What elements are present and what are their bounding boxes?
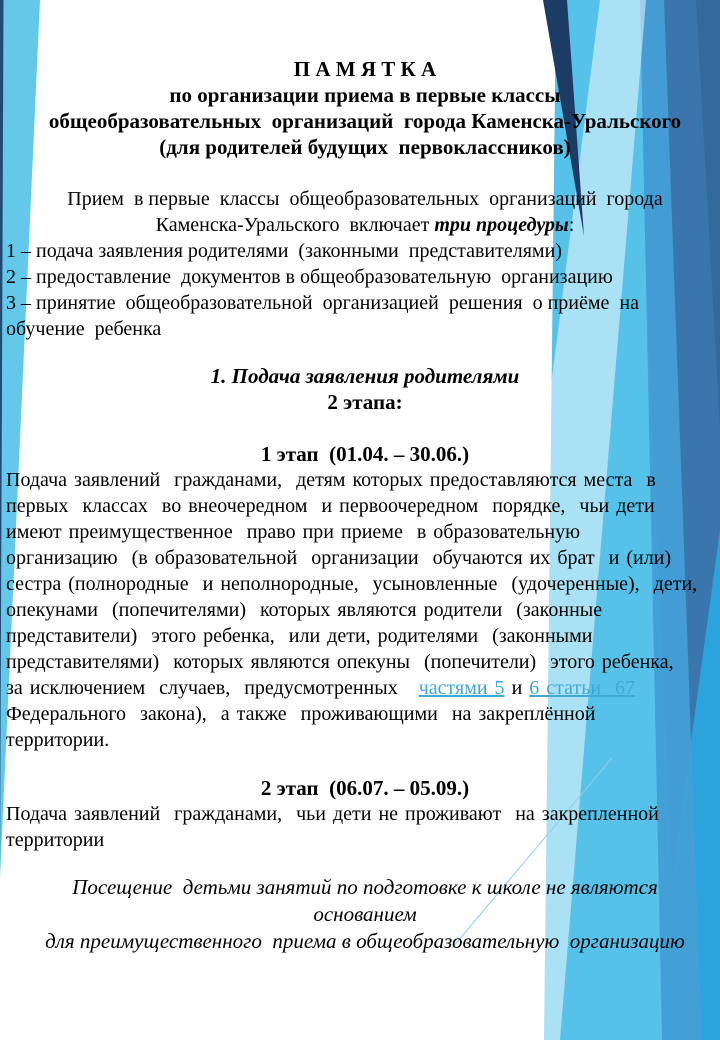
stage1-text-line: территории. [6,729,110,751]
title-line: (для родителей будущих первоклассников) [159,135,571,159]
stage1-heading-text: 1 этап (01.04. – 30.06.) [260,442,470,466]
stage1-text-line: Федерального закона), а также проживающими на закреплённой [6,703,596,725]
stage1-text-line: имеют преимущественное право при приеме в образовательную [6,521,581,543]
stage2-heading [6,775,712,801]
stage1-lines-before-links [6,467,712,675]
three-procedures-emphasis: три процедуры [434,214,569,236]
procedures-list [6,238,712,342]
stage1-link-line [6,675,712,701]
stage1-text-line: опекунами (попечителями) которых являются родители (законные [6,599,603,621]
section1-heading-stages: 2 этапа: [327,390,403,414]
stage1-text-line: Подача заявлений гражданами, детям которых предоставляются места в [6,469,656,491]
section1-heading [6,363,712,415]
title-line: общеобразовательных организаций города Каменска-Уральского [48,109,682,133]
stage2-paragraph [6,801,712,853]
intro-paragraph [6,186,712,342]
memo-title [6,56,712,160]
footer-note-line: основанием [313,902,417,926]
procedure-item: 1 – подача заявления родителями (законными представителями) [6,240,562,262]
title-line: П А М Я Т К А [293,57,437,81]
footer-note-line: Посещение детьми занятий по подготовке к школе не являются [72,875,658,899]
stage1-text-line: представители) этого ребенка, или дети, родителями (законными [6,625,593,647]
procedure-item: 3 – принятие общеобразовательной организацией решения о приёме на [6,292,639,314]
link-line-conjunction: и [504,677,530,699]
footer-note-line: для преимущественного приема в общеобразовательную организацию [45,929,685,953]
stage2-text-line: Подача заявлений гражданами, чьи дети не проживают на закрепленной [6,803,659,825]
procedure-item: обучение ребенка [6,318,162,340]
stage1-text-line: организацию (в образовательной организации обучаются их брат и (или) [6,547,672,569]
intro-line-1: Прием в первые классы общеобразовательных организаций города [67,188,663,210]
title-line: по организации приема в первые классы [169,83,561,107]
stage1-text-line: сестра (полнородные и неполнородные, усыновленные (удочеренные), дети, [6,573,698,595]
intro-line-2 [6,212,712,238]
link-line-prefix: за исключением случаев, предусмотренных [6,677,419,699]
intro-line-2-colon: : [568,214,575,236]
footer-note [6,874,712,955]
stage1-text-line: представителями) которых являются опекуны (попечители) этого ребенка, [6,651,674,673]
stage2-text-line: территории [6,829,105,851]
stage1-lines-after-links [6,701,712,753]
procedure-item: 2 – предоставление документов в общеобразовательную организацию [6,266,613,288]
link-part-6-article-67[interactable]: 6 статьи 67 [529,677,636,699]
link-part-5[interactable]: частями 5 [418,677,505,699]
stage2-heading-text: 2 этап (06.07. – 05.09.) [260,776,470,800]
intro-line-2-text: Каменска-Уральского включает [155,214,435,236]
stage1-paragraph [6,467,712,753]
stage1-text-line: первых классах во внеочередном и первоочередном порядке, чьи дети [6,495,655,517]
section1-heading-title: 1. Подача заявления родителями [210,364,520,388]
stage1-heading [6,441,712,467]
